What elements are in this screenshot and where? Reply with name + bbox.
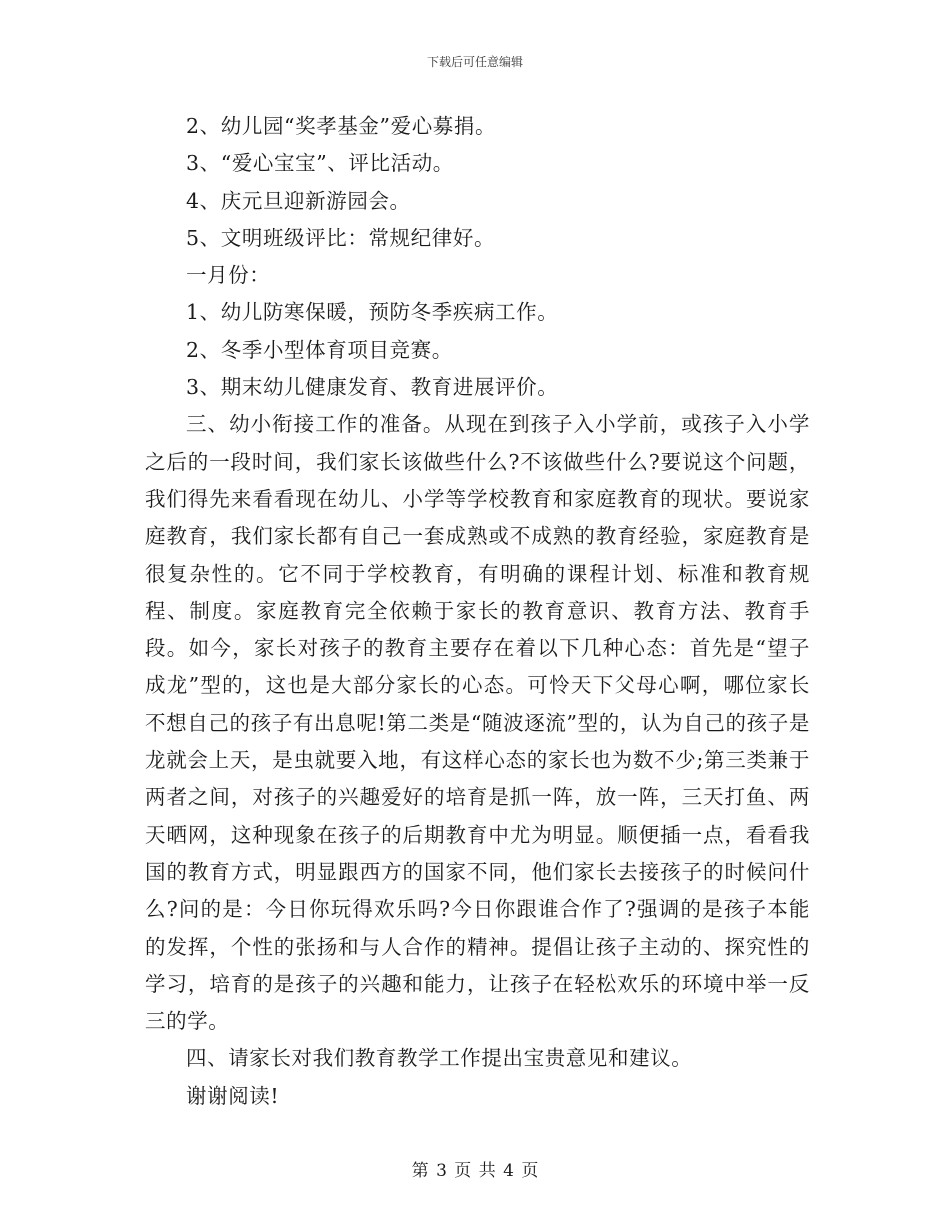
page-number: 第 3 页 共 4 页 [411, 1161, 539, 1181]
main-paragraph: 三、幼小衔接工作的准备。从现在到孩子入小学前，或孩子入小学之后的一段时间，我们家长该做些什么?不该做些什么?要说这个问题，我们得先来看看现在幼儿、小学等学校教育和家庭教育的现状。要说家庭教育，我们家长都有自己一套成熟或不成熟的教育经验，家庭教育是很复杂性的。它不同于学校教育，有明确的课程计划、标准和教育规程、制度。家庭教育完全依赖于家长的教育意识、教育方法、教育手段。如今，家长对孩子的教育主要存在着以下几种心态：首先是“望子成龙”型的，这也是大部分家长的心态。可怜天下父母心啊，哪位家长不想自己的孩子有出息呢!第二类是“随波逐流”型的，认为自己的孩子是龙就会上天，是虫就要入地，有这样心态的家长也为数不少;第三类兼于两者之间，对孩子的兴趣爱好的培育是抓一阵，放一阵，三天打鱼、两天晒网，这种现象在孩子的后期教育中尤为明显。顺便插一点，看看我国的教育方式，明显跟西方的国家不同，他们家长去接孩子的时候问什么?问的是：今日你玩得欢乐吗?今日你跟谁合作了?强调的是孩子本能的发挥，个性的张扬和与人合作的精神。提倡让孩子主动的、探究性的学习，培育的是孩子的兴趣和能力，让孩子在轻松欢乐的环境中举一反三的学。 [145, 412, 810, 1034]
list-item: 1、幼儿防寒保暖，预防冬季疾病工作。 [186, 300, 559, 325]
section-label: 一月份： [186, 263, 271, 288]
list-item: 2、幼儿园“奖孝基金”爱心募捐。 [186, 114, 497, 138]
thanks-line: 谢谢阅读! [186, 1083, 280, 1108]
list-item: 5、文明班级评比：常规纪律好。 [186, 225, 496, 250]
document-body [145, 108, 810, 1115]
list-item: 2、冬季小型体育项目竞赛。 [186, 337, 453, 362]
page-header: 下载后可任意编辑 [426, 55, 523, 69]
list-item: 3、“爱心宝宝”、评比活动。 [186, 151, 454, 176]
list-item: 4、庆元旦迎新游园会。 [186, 188, 411, 213]
closing-line: 四、请家长对我们教育教学工作提出宝贵意见和建议。 [186, 1046, 693, 1071]
list-item: 3、期末幼儿健康发育、教育进展评价。 [186, 375, 559, 400]
